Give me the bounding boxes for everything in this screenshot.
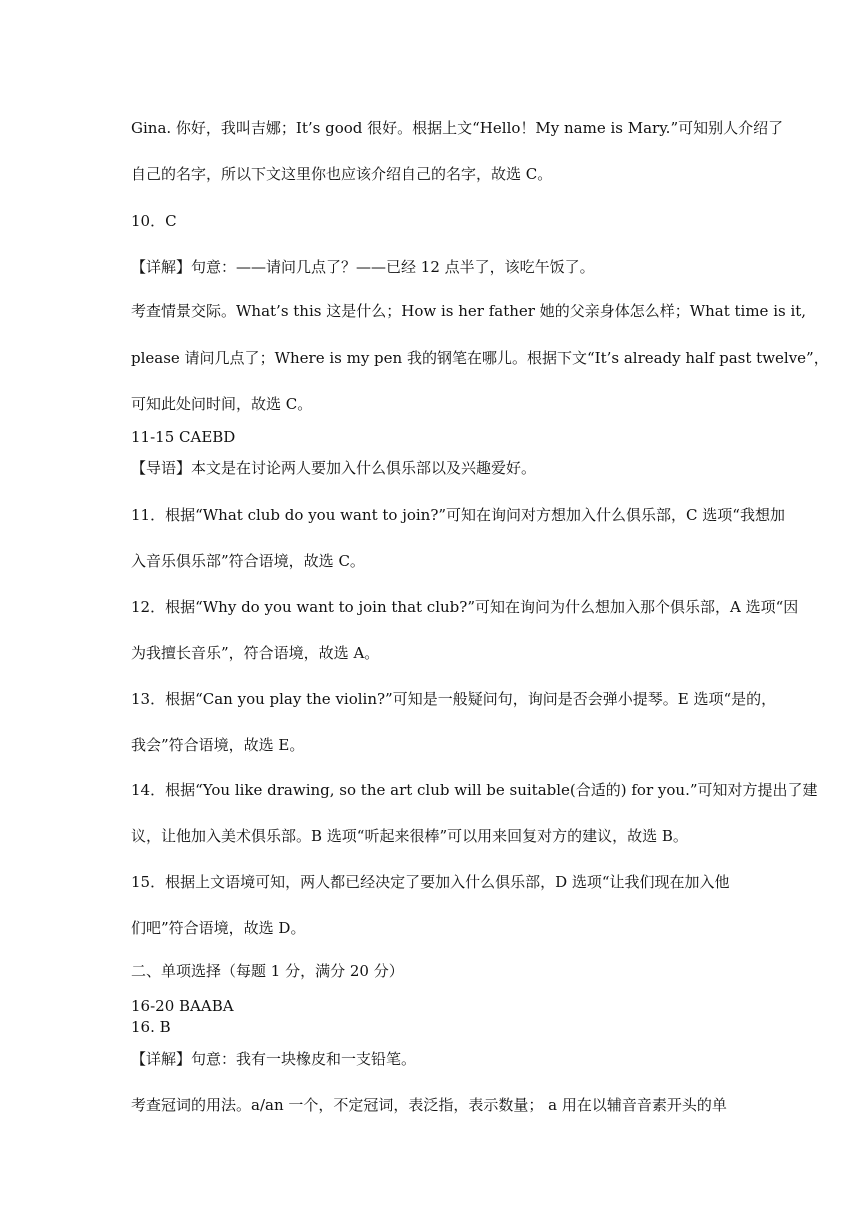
text-line: 我会”符合语境，故选 E。: [131, 736, 305, 754]
section-heading: 二、单项选择（每题 1 分，满分 20 分）: [131, 962, 404, 980]
text-line: 考查冠词的用法。a/an 一个，不定冠词，表泛指，表示数量； a 用在以辅音音素开头的单: [131, 1096, 727, 1114]
text-line: 可知此处问时间，故选 C。: [131, 395, 313, 413]
text-line: 11．根据“What club do you want to join?”可知在询问对方想加入什么俱乐部，C 选项“我想加: [131, 506, 785, 524]
text-line: 们吧”符合语境，故选 D。: [131, 919, 306, 937]
text-line: 11-15 CAEBD: [131, 428, 236, 446]
text-line: 为我擅长音乐”，符合语境，故选 A。: [131, 644, 380, 662]
text-line: 自己的名字，所以下文这里你也应该介绍自己的名字，故选 C。: [131, 165, 553, 183]
text-line: please 请问几点了；Where is my pen 我的钢笔在哪儿。根据下文“It’s already half past twelve”，: [131, 349, 829, 367]
text-line: 【导语】本文是在讨论两人要加入什么俱乐部以及兴趣爱好。: [131, 459, 537, 477]
text-line: 入音乐俱乐部”符合语境，故选 C。: [131, 552, 365, 570]
text-line: 10．C: [131, 212, 177, 230]
text-line: 16-20 BAABA: [131, 997, 234, 1015]
text-line: Gina. 你好，我叫吉娜；It’s good 很好。根据上文“Hello！My name is Mary.”可知别人介绍了: [131, 119, 784, 137]
text-line: 【详解】句意：——请问几点了？——已经 12 点半了，该吃午饭了。: [131, 258, 595, 276]
text-line: 14．根据“You like drawing, so the art club will be suitable(合适的) for you.”可知对方提出了建: [131, 781, 818, 799]
text-line: 16. B: [131, 1018, 171, 1036]
text-line: 12．根据“Why do you want to join that club?”可知在询问为什么想加入那个俱乐部，A 选项“因: [131, 598, 799, 616]
text-line: 【详解】句意：我有一块橡皮和一支铅笔。: [131, 1050, 417, 1068]
text-line: 考查情景交际。What’s this 这是什么；How is her father 她的父亲身体怎么样；What time is it,: [131, 302, 807, 320]
text-line: 15．根据上文语境可知，两人都已经决定了要加入什么俱乐部，D 选项“让我们现在加入他: [131, 873, 730, 891]
text-line: 议，让他加入美术俱乐部。B 选项“听起来很棒”可以用来回复对方的建议，故选 B。: [131, 827, 688, 845]
text-line: 13．根据“Can you play the violin?”可知是一般疑问句，询问是否会弹小提琴。E 选项“是的，: [131, 690, 777, 708]
